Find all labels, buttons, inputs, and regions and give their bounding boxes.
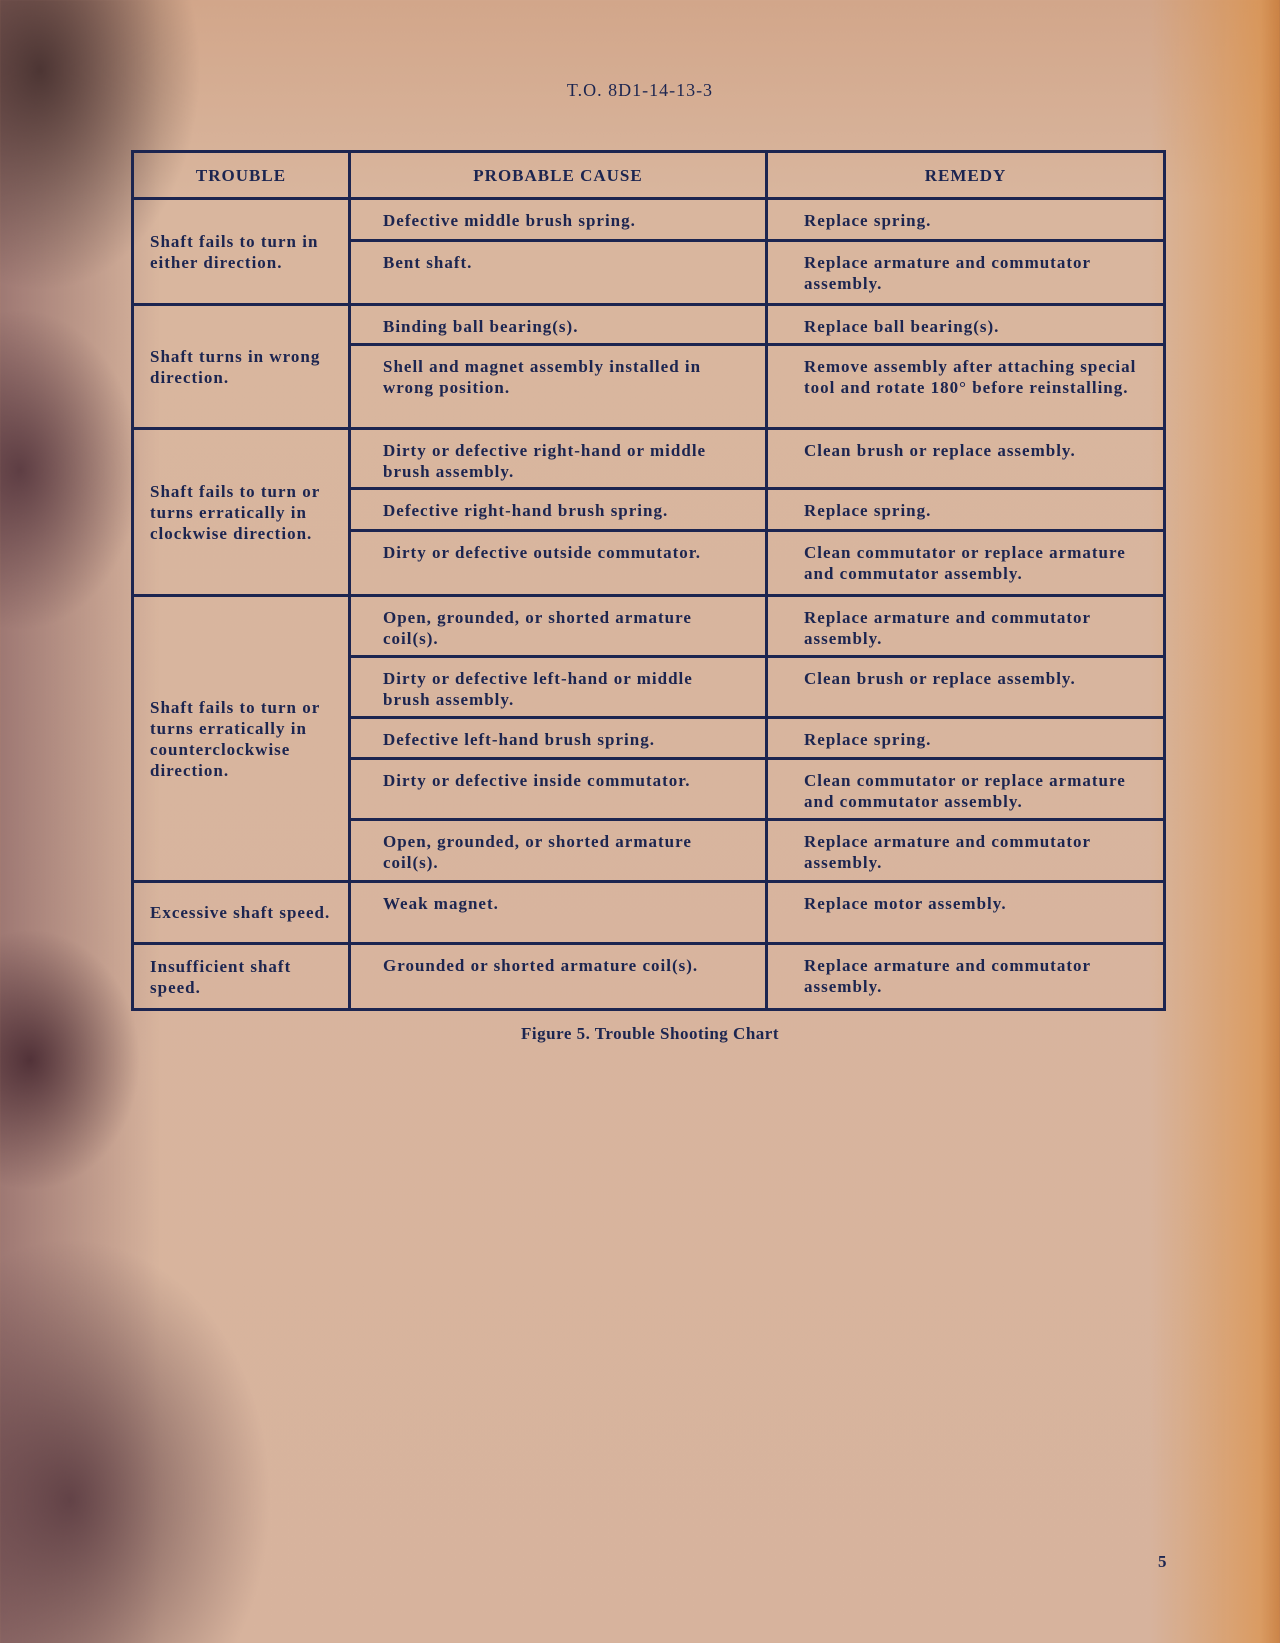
probable-cause-cell: Weak magnet. <box>350 882 767 944</box>
probable-cause-cell: Bent shaft. <box>350 241 767 305</box>
probable-cause-cell: Binding ball bearing(s). <box>350 305 767 345</box>
remedy-cell: Replace ball bearing(s). <box>767 305 1165 345</box>
column-header-probable-cause: PROBABLE CAUSE <box>350 152 767 199</box>
probable-cause-cell: Open, grounded, or shorted armature coil(s). <box>350 596 767 657</box>
table-body <box>133 199 1165 1010</box>
remedy-cell: Clean brush or replace assembly. <box>767 429 1165 489</box>
table-row <box>133 199 1165 241</box>
page-number: 5 <box>1158 1552 1167 1571</box>
remedy-cell: Replace armature and commutator assembly. <box>767 241 1165 305</box>
column-header-remedy: REMEDY <box>767 152 1165 199</box>
remedy-cell: Clean brush or replace assembly. <box>767 657 1165 718</box>
remedy-cell: Replace motor assembly. <box>767 882 1165 944</box>
table-row <box>133 882 1165 944</box>
table-row <box>133 596 1165 657</box>
remedy-cell: Remove assembly after attaching special tool and rotate 180° before reinstalling. <box>767 345 1165 429</box>
figure-caption: Figure 5. Trouble Shooting Chart <box>521 1024 779 1043</box>
probable-cause-cell: Defective middle brush spring. <box>350 199 767 241</box>
remedy-cell: Replace armature and commutator assembly. <box>767 820 1165 882</box>
trouble-cell: Shaft fails to turn in either direction. <box>133 199 350 305</box>
table-row <box>133 305 1165 345</box>
remedy-cell: Replace spring. <box>767 489 1165 531</box>
trouble-shooting-table <box>131 150 1166 1011</box>
remedy-cell: Clean commutator or replace armature and commutator assembly. <box>767 759 1165 820</box>
table-row <box>133 944 1165 1010</box>
trouble-cell: Insufficient shaft speed. <box>133 944 350 1010</box>
probable-cause-cell: Defective right-hand brush spring. <box>350 489 767 531</box>
probable-cause-cell: Shell and magnet assembly installed in wrong position. <box>350 345 767 429</box>
table-row <box>133 429 1165 489</box>
remedy-cell: Replace spring. <box>767 199 1165 241</box>
column-header-trouble: TROUBLE <box>133 152 350 199</box>
probable-cause-cell: Dirty or defective left-hand or middle brush assembly. <box>350 657 767 718</box>
trouble-cell: Shaft fails to turn or turns erratically in clockwise direction. <box>133 429 350 596</box>
remedy-cell: Replace spring. <box>767 718 1165 759</box>
probable-cause-cell: Dirty or defective inside commutator. <box>350 759 767 820</box>
probable-cause-cell: Dirty or defective right-hand or middle brush assembly. <box>350 429 767 489</box>
trouble-cell: Excessive shaft speed. <box>133 882 350 944</box>
table-header-row <box>133 152 1165 199</box>
document-number: T.O. 8D1-14-13-3 <box>566 80 714 100</box>
remedy-cell: Replace armature and commutator assembly. <box>767 596 1165 657</box>
probable-cause-cell: Dirty or defective outside commutator. <box>350 531 767 596</box>
remedy-cell: Clean commutator or replace armature and commutator assembly. <box>767 531 1165 596</box>
probable-cause-cell: Defective left-hand brush spring. <box>350 718 767 759</box>
remedy-cell: Replace armature and commutator assembly. <box>767 944 1165 1010</box>
probable-cause-cell: Grounded or shorted armature coil(s). <box>350 944 767 1010</box>
probable-cause-cell: Open, grounded, or shorted armature coil(s). <box>350 820 767 882</box>
trouble-cell: Shaft fails to turn or turns erratically in counterclockwise direction. <box>133 596 350 882</box>
trouble-cell: Shaft turns in wrong direction. <box>133 305 350 429</box>
